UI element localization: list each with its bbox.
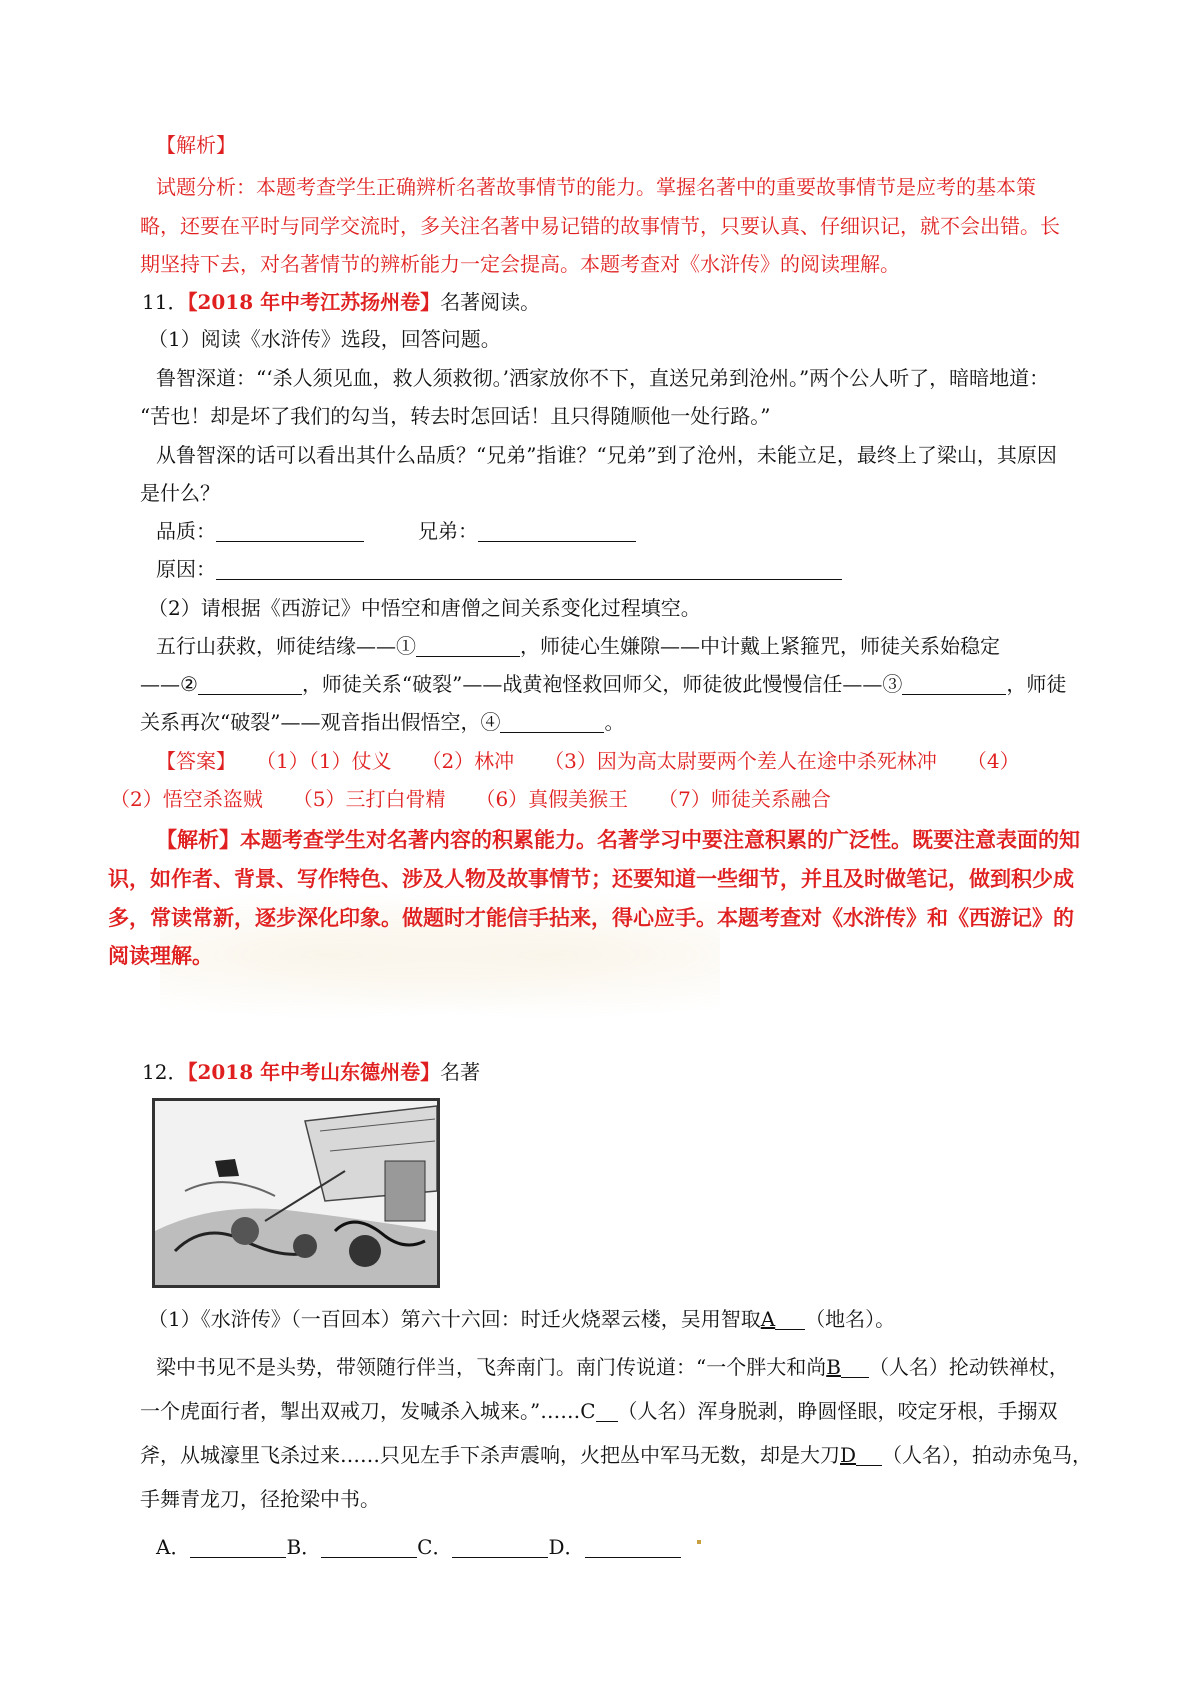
q12-text: 一个虎面行者，掣出双戒刀，发喊杀入城来。”……C xyxy=(140,1399,596,1423)
analysis-line: 【解析】本题考查学生对名著内容的积累能力。名著学习中要注意积累的广泛性。既要注意表面的知 xyxy=(156,827,1080,852)
q12-passage-line: 手舞青龙刀，径抢梁中书。 xyxy=(140,1487,380,1511)
quality-blank[interactable] xyxy=(216,521,364,542)
blank-3[interactable] xyxy=(902,674,1006,695)
q12-text: 梁中书见不是头势，带领随行伴当，飞奔南门。南门传说道：“一个胖大和尚 xyxy=(156,1355,827,1379)
quality-label: 品质： xyxy=(156,519,216,543)
part2-line xyxy=(140,670,1066,698)
q12-answers-row xyxy=(156,1533,681,1561)
question-number: 12． xyxy=(142,1060,188,1084)
question-number: 11． xyxy=(142,290,188,314)
blank-4[interactable] xyxy=(500,712,604,733)
analysis-line: 阅读理解。 xyxy=(108,943,213,968)
answer-line: （2）悟空杀盗贼 （5）三打白骨精 （6）真假美猴王 （7）师徒关系融合 xyxy=(110,787,831,811)
question-title: 名著阅读。 xyxy=(440,290,541,314)
q12-passage-line xyxy=(156,1353,1069,1381)
question-source: 【2018 年中考山东德州卷】 xyxy=(187,1060,441,1084)
question-line: 从鲁智深的话可以看出其什么品质？“兄弟”指谁？“兄弟”到了沧州，未能立足，最终上了梁山，其原因 xyxy=(156,443,1057,467)
blank-2[interactable] xyxy=(198,674,302,695)
part2-text: 关系再次“破裂”——观音指出假悟空，④ xyxy=(140,710,501,734)
answer-c-label: C． xyxy=(417,1535,453,1559)
q12-text: （地名）。 xyxy=(805,1307,896,1331)
part2-text: ，师徒关系“破裂”——战黄袍怪救回师父，师徒彼此慢慢信任——③ xyxy=(301,672,903,696)
q12-text: （人名），拍动赤兔马， xyxy=(882,1443,1093,1467)
reason-blank[interactable] xyxy=(216,559,842,580)
part2-text: ，师徒心生嫌隙——中计戴上紧箍咒，师徒关系始稳定 xyxy=(520,634,1000,658)
reason-label: 原因： xyxy=(156,557,216,581)
battle-scene-illustration xyxy=(155,1101,437,1285)
blank-a[interactable] xyxy=(775,1309,805,1330)
question-line: 是什么？ xyxy=(140,481,220,505)
question-11-header xyxy=(142,288,540,316)
brother-label: 兄弟： xyxy=(418,519,478,543)
part2-text: 。 xyxy=(604,710,625,734)
blank-b-letter: B xyxy=(826,1355,841,1379)
part2-line xyxy=(140,708,624,736)
q12-text: 斧，从城濠里飞杀过来……只见左手下杀声震响，火把丛中军马无数，却是大刀 xyxy=(140,1443,840,1467)
q12-text: （人名）浑身脱剥，睁圆怪眼，咬定牙根，手搦双 xyxy=(617,1399,1058,1423)
part2-line xyxy=(156,632,1000,660)
analysis-line: 试题分析：本题考查学生正确辨析名著故事情节的能力。掌握名著中的重要故事情节是应考的基本策 xyxy=(156,175,1036,199)
q12-passage-line xyxy=(140,1441,1092,1469)
part2-intro: （2）请根据《西游记》中悟空和唐僧之间关系变化过程填空。 xyxy=(148,596,701,620)
answer-b-label: B． xyxy=(286,1535,322,1559)
answer-b-blank[interactable] xyxy=(321,1537,417,1558)
q12-text: （1）《水浒传》（一百回本）第六十六回：时迁火烧翠云楼，吴用智取 xyxy=(148,1307,761,1331)
illustration-image xyxy=(152,1098,440,1288)
answer-line: 【答案】 （1）（1）仗义 （2）林冲 （3）因为高太尉要两个差人在途中杀死林冲 （4） xyxy=(156,749,1020,773)
answer-d-label: D． xyxy=(548,1535,585,1559)
brother-blank[interactable] xyxy=(478,521,636,542)
part2-text: 五行山获救，师徒结缘——① xyxy=(156,634,416,658)
brother-row xyxy=(418,517,636,545)
question-12-header xyxy=(142,1058,480,1086)
q12-text: （人名）抡动铁禅杖， xyxy=(868,1355,1069,1379)
blank-d-letter: D xyxy=(840,1443,857,1467)
blank-c[interactable] xyxy=(596,1401,618,1422)
watermark xyxy=(160,880,720,1030)
blank-1[interactable] xyxy=(416,636,520,657)
analysis-line: 多，常读常新，逐步深化印象。做题时才能信手拈来，得心应手。本题考查对《水浒传》和《西游记》的 xyxy=(108,905,1074,930)
analysis-line: 略，还要在平时与同学交流时，多关注名著中易记错的故事情节，只要认真、仔细识记，就不会出错。长 xyxy=(140,214,1060,238)
question-source: 【2018 年中考江苏扬州卷】 xyxy=(187,290,441,314)
reason-row xyxy=(156,555,842,583)
answer-a-label: A． xyxy=(156,1535,191,1559)
part1-intro: （1）阅读《水浒传》选段，回答问题。 xyxy=(148,327,501,351)
analysis-heading: 【解析】 xyxy=(156,133,236,157)
question-title: 名著 xyxy=(440,1060,481,1084)
passage-line: 鲁智深道：“‘杀人须见血，救人须救彻。’洒家放你不下，直送兄弟到沧州。”两个公人听了，暗暗地道： xyxy=(156,366,1050,390)
quality-row xyxy=(156,517,364,545)
part2-text: ，师徒 xyxy=(1006,672,1067,696)
part2-text: ——② xyxy=(140,672,198,696)
q12-part1 xyxy=(148,1305,895,1333)
answer-a-blank[interactable] xyxy=(190,1537,286,1558)
analysis-line: 期坚持下去，对名著情节的辨析能力一定会提高。本题考查对《水浒传》的阅读理解。 xyxy=(140,252,900,276)
answer-d-blank[interactable] xyxy=(585,1537,681,1558)
passage-line: “苦也！却是坏了我们的勾当，转去时怎回话！且只得随顺他一处行路。” xyxy=(140,404,771,428)
blank-b[interactable] xyxy=(841,1357,869,1378)
blank-a-letter: A xyxy=(760,1307,776,1331)
analysis-line: 识，如作者、背景、写作特色、涉及人物及故事情节；还要知道一些细节，并且及时做笔记，做到积少成 xyxy=(108,866,1074,891)
blank-d[interactable] xyxy=(856,1445,882,1466)
q12-passage-line xyxy=(140,1397,1058,1425)
answer-c-blank[interactable] xyxy=(452,1537,548,1558)
marker-dot xyxy=(697,1540,701,1544)
